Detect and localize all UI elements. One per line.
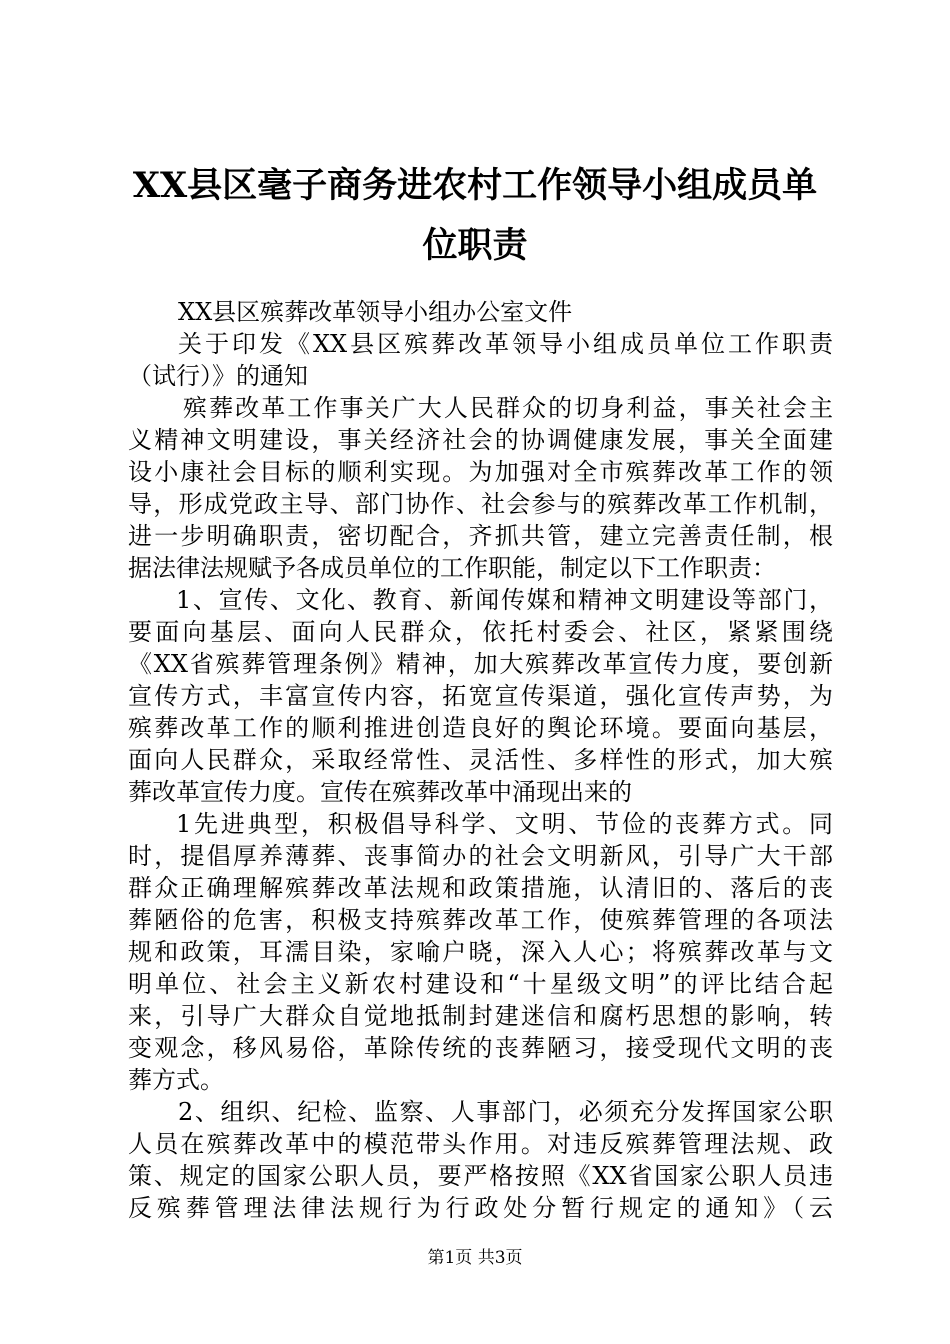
document-body — [128, 296, 833, 1224]
paragraph-line: 规和政策，耳濡目染，家喻户晓，深入人心；将殡葬改革与文 — [128, 938, 833, 966]
document-title-line-2: 位职责 — [422, 225, 528, 266]
notice-title-line: （试行）》的通知 — [128, 362, 308, 390]
paragraph-line: 《XX省殡葬管理条例》精神，加大殡葬改革宣传力度，要创新 — [128, 650, 833, 678]
paragraph-line: 进一步明确职责，密切配合，齐抓共管，建立完善责任制，根 — [128, 522, 833, 550]
paragraph-line: 明单位、社会主义新农村建设和“十星级文明”的评比结合起 — [128, 970, 833, 998]
paragraph-line: 殡葬改革工作的顺利推进创造良好的舆论环境。要面向基层， — [128, 714, 833, 742]
paragraph-line: 群众正确理解殡葬改革法规和政策措施，认清旧的、落后的丧 — [128, 874, 833, 902]
paragraph-line: 2、组织、纪检、监察、人事部门，必须充分发挥国家公职 — [178, 1098, 833, 1126]
issuer-line: XX县区殡葬改革领导小组办公室文件 — [178, 298, 573, 326]
paragraph-line: 要面向基层、面向人民群众，依托村委会、社区，紧紧围绕 — [128, 618, 833, 646]
paragraph-line: 设小康社会目标的顺利实现。为加强对全市殡葬改革工作的领 — [128, 458, 833, 486]
paragraph-line: 殡葬改革工作事关广大人民群众的切身利益，事关社会主 — [183, 394, 833, 422]
paragraph-line: 策、规定的国家公职人员，要严格按照《XX省国家公职人员违 — [128, 1162, 833, 1190]
paragraph-line: 反殡葬管理法律法规行为行政处分暂行规定的通知》（云 — [128, 1194, 833, 1222]
notice-title-line: 关于印发《XX县区殡葬改革领导小组成员单位工作职责 — [178, 330, 833, 358]
paragraph-line: 葬陋俗的危害，积极支持殡葬改革工作，使殡葬管理的各项法 — [128, 906, 833, 934]
paragraph-line: 据法律法规赋予各成员单位的工作职能，制定以下工作职责： — [128, 554, 776, 582]
paragraph-line: 宣传方式，丰富宣传内容，拓宽宣传渠道，强化宣传声势，为 — [128, 682, 833, 710]
paragraph-line: 葬方式。 — [128, 1066, 224, 1094]
paragraph-line: 时，提倡厚养薄葬、丧事简办的社会文明新风，引导广大干部 — [128, 842, 833, 870]
paragraph-line: 来，引导广大群众自觉地抵制封建迷信和腐朽思想的影响，转 — [128, 1002, 833, 1030]
document-title-line-1: XX县区毫子商务进农村工作领导小组成员单 — [132, 165, 818, 206]
paragraph-line: 导，形成党政主导、部门协作、社会参与的殡葬改革工作机制， — [128, 490, 833, 518]
paragraph-line: 葬改革宣传力度。宣传在殡葬改革中涌现出来的 — [128, 778, 632, 806]
paragraph-line: 1、宣传、文化、教育、新闻传媒和精神文明建设等部门， — [176, 586, 833, 614]
paragraph-line: 面向人民群众，采取经常性、灵活性、多样性的形式，加大殡 — [128, 746, 833, 774]
page-footer: 第1页 共3页 — [427, 1248, 523, 1268]
paragraph-line: 1先进典型，积极倡导科学、文明、节俭的丧葬方式。同 — [176, 810, 833, 838]
paragraph-line: 人员在殡葬改革中的模范带头作用。对违反殡葬管理法规、政 — [128, 1130, 833, 1158]
paragraph-line: 义精神文明建设，事关经济社会的协调健康发展，事关全面建 — [128, 426, 833, 454]
paragraph-line: 变观念，移风易俗，革除传统的丧葬陋习，接受现代文明的丧 — [128, 1034, 833, 1062]
